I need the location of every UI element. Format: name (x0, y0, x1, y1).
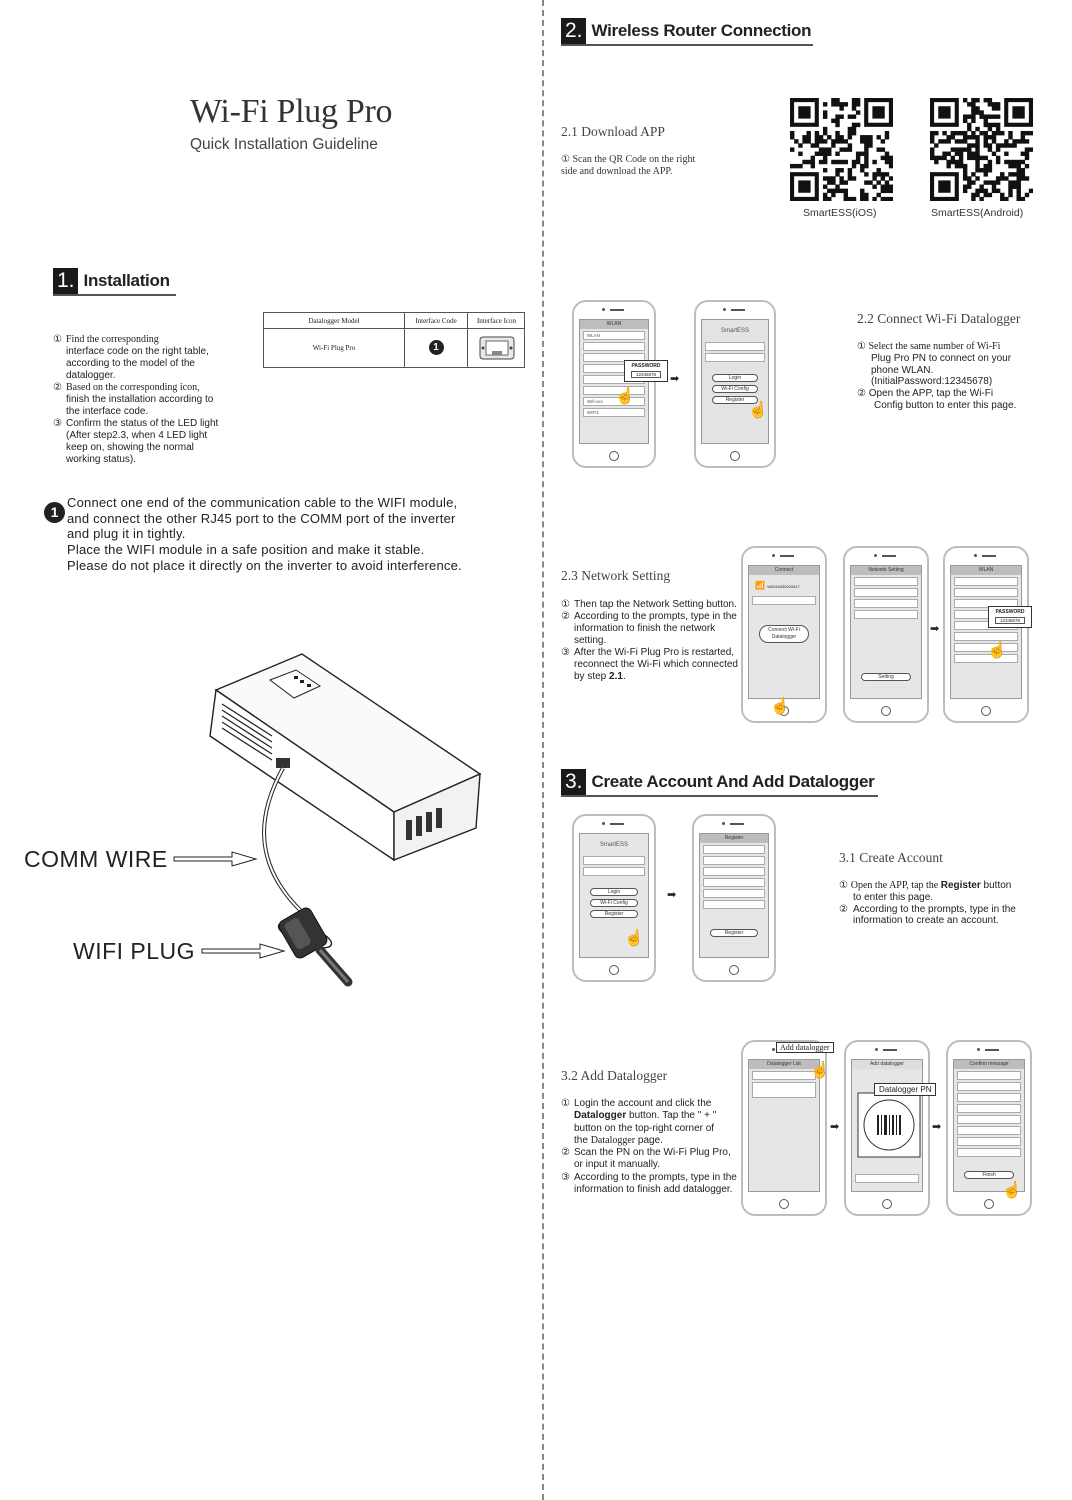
arrow-right-icon: ➡ (830, 1121, 840, 1133)
section-3-number: 3. (561, 769, 586, 795)
datalogger-pn-callout: Datalogger PN (874, 1083, 936, 1096)
table-header-icon: Interface Icon (468, 313, 525, 329)
phone-network-setting: Network Setting Setting (843, 546, 929, 723)
network-step: ① Then tap the Network Setting button. (561, 599, 737, 610)
step-3-2-title: 3.2 Add Datalogger (561, 1068, 668, 1083)
section-2-heading (561, 18, 811, 44)
qr-android-label: SmartESS(Android) (931, 207, 1024, 219)
phone-connect: Connect 📶 W0016250020617 Connect Wi-Fi Datalogger (741, 546, 827, 723)
section-2-title: Wireless Router Connection (591, 21, 812, 40)
step-2-2-title: 2.2 Connect Wi-Fi Datalogger (857, 311, 1021, 326)
qr-code-ios (790, 98, 893, 201)
table-header-code: Interface Code (405, 313, 468, 329)
phone-wlan-reconnect: WLAN (943, 546, 1029, 723)
network-step: ② According to the prompts, type in the information to finish the network setting. (561, 611, 737, 646)
phone-login: SmartESS Login Wi-Fi Config Register (694, 300, 776, 468)
step-3-2-text: ① Login the account and click the Datalogger button. Tap the " + " button on the top-right corner of the Datalogger page. ② Scan the PN on the Wi-Fi Plug Pro, or input it manually. ③ According to the prompts, type in the information to finish add datalogger. (561, 1098, 737, 1196)
step-3-1-title: 3.1 Create Account (839, 850, 943, 865)
table-header-model: Datalogger Model (264, 313, 405, 329)
document-title: Wi-Fi Plug Pro (190, 93, 393, 130)
arrow-right-icon: ➡ (670, 373, 680, 385)
tap-hand-icon: ☝ (624, 930, 644, 947)
section-3-heading (561, 769, 874, 795)
installation-step: ① Find the corresponding interface code on the right table, according to the model of the datalogger. (53, 334, 209, 381)
section-1-heading (53, 268, 170, 294)
step-2-2-text: ① Select the same number of Wi-Fi Plug Pro PN to connect on your phone WLAN. (InitialPassword:12345678) ② Open the APP, tap the Wi-Fi Config button to enter this page. (857, 341, 1017, 411)
comm-wire-label: COMM WIRE (24, 846, 168, 872)
installation-step: ② Based on the corresponding icon, finish the installation according to the interface code. (53, 382, 214, 417)
comm-wire-arrow-icon (172, 848, 262, 870)
tap-hand-icon: ☝ (615, 388, 635, 405)
network-step: ③ After the Wi-Fi Plug Pro is restarted, reconnect the Wi-Fi which connected by step 2.1. (561, 647, 738, 682)
interface-code-badge: 1 (429, 340, 444, 355)
tap-hand-icon: ☝ (748, 402, 768, 419)
table-cell-code (405, 329, 468, 367)
password-popup: PASSWORD 12345678 (988, 606, 1032, 628)
phone-confirm-message: Confirm message Finish (946, 1040, 1032, 1216)
rj45-port-icon (468, 329, 525, 367)
wifi-plug-arrow-icon (200, 940, 290, 962)
table-cell-model: Wi-Fi Plug Pro (264, 329, 405, 367)
tap-hand-icon: ☝ (770, 698, 790, 715)
instruction-text: Connect one end of the communication cable to the WIFI module, and connect the other RJ45 port to the COMM port of the inverter and plug it in tightly. Place the WIFI module in a safe position and make it stable. Please do not place it directly on the inverter to avoid interference. (67, 495, 462, 573)
phone-datalogger-list: Datalogger List (741, 1040, 827, 1216)
step-2-1-text: ① Scan the QR Code on the right side and download the APP. (561, 154, 696, 177)
interface-table (263, 312, 525, 368)
column-divider (542, 0, 544, 1500)
password-popup: PASSWORD 12345678 (624, 360, 668, 382)
step-2-1-title: 2.1 Download APP (561, 124, 665, 139)
wifi-plug-label: WIFI PLUG (73, 938, 196, 964)
table-cell-icon (468, 329, 525, 367)
phone-smartess-login: SmartESS Login Wi-Fi Config Register (572, 814, 656, 982)
phone-scan-pn: Add datalogger (844, 1040, 930, 1216)
phone-wlan: WLAN WLAN Wifi-xxx WIFI1 (572, 300, 656, 468)
section-2-rule (561, 44, 813, 46)
document-subtitle: Quick Installation Guideline (190, 136, 378, 153)
qr-ios-label: SmartESS(iOS) (803, 207, 877, 219)
section-3-title: Create Account And Add Datalogger (591, 772, 875, 791)
section-2-number: 2. (561, 18, 586, 44)
installation-step: ③ Confirm the status of the LED light (After step2.3, when 4 LED light keep on, showing the normal working status). (53, 418, 219, 465)
step-3-1-text: ① Open the APP, tap the Register button to enter this page. ② According to the prompts, type in the information to create an account. (839, 880, 1016, 927)
section-1-number: 1. (53, 268, 78, 294)
arrow-right-icon: ➡ (932, 1121, 942, 1133)
section-1-rule (53, 294, 176, 296)
installation-steps (53, 334, 228, 466)
tap-hand-icon: ☝ (810, 1062, 830, 1079)
tap-hand-icon: ☝ (1002, 1182, 1022, 1199)
barcode-scan-icon (852, 1091, 923, 1165)
section-3-rule (561, 795, 878, 797)
tap-hand-icon: ☝ (987, 642, 1007, 659)
arrow-right-icon: ➡ (930, 623, 940, 635)
add-datalogger-callout: Add datalogger (776, 1042, 834, 1053)
qr-code-android (930, 98, 1033, 201)
network-setting-steps (561, 599, 743, 683)
instruction-marker: 1 (44, 502, 65, 523)
arrow-right-icon: ➡ (667, 889, 677, 901)
phone-register: Register Register (692, 814, 776, 982)
step-2-3-title: 2.3 Network Setting (561, 568, 671, 583)
section-1-title: Installation (83, 271, 170, 290)
